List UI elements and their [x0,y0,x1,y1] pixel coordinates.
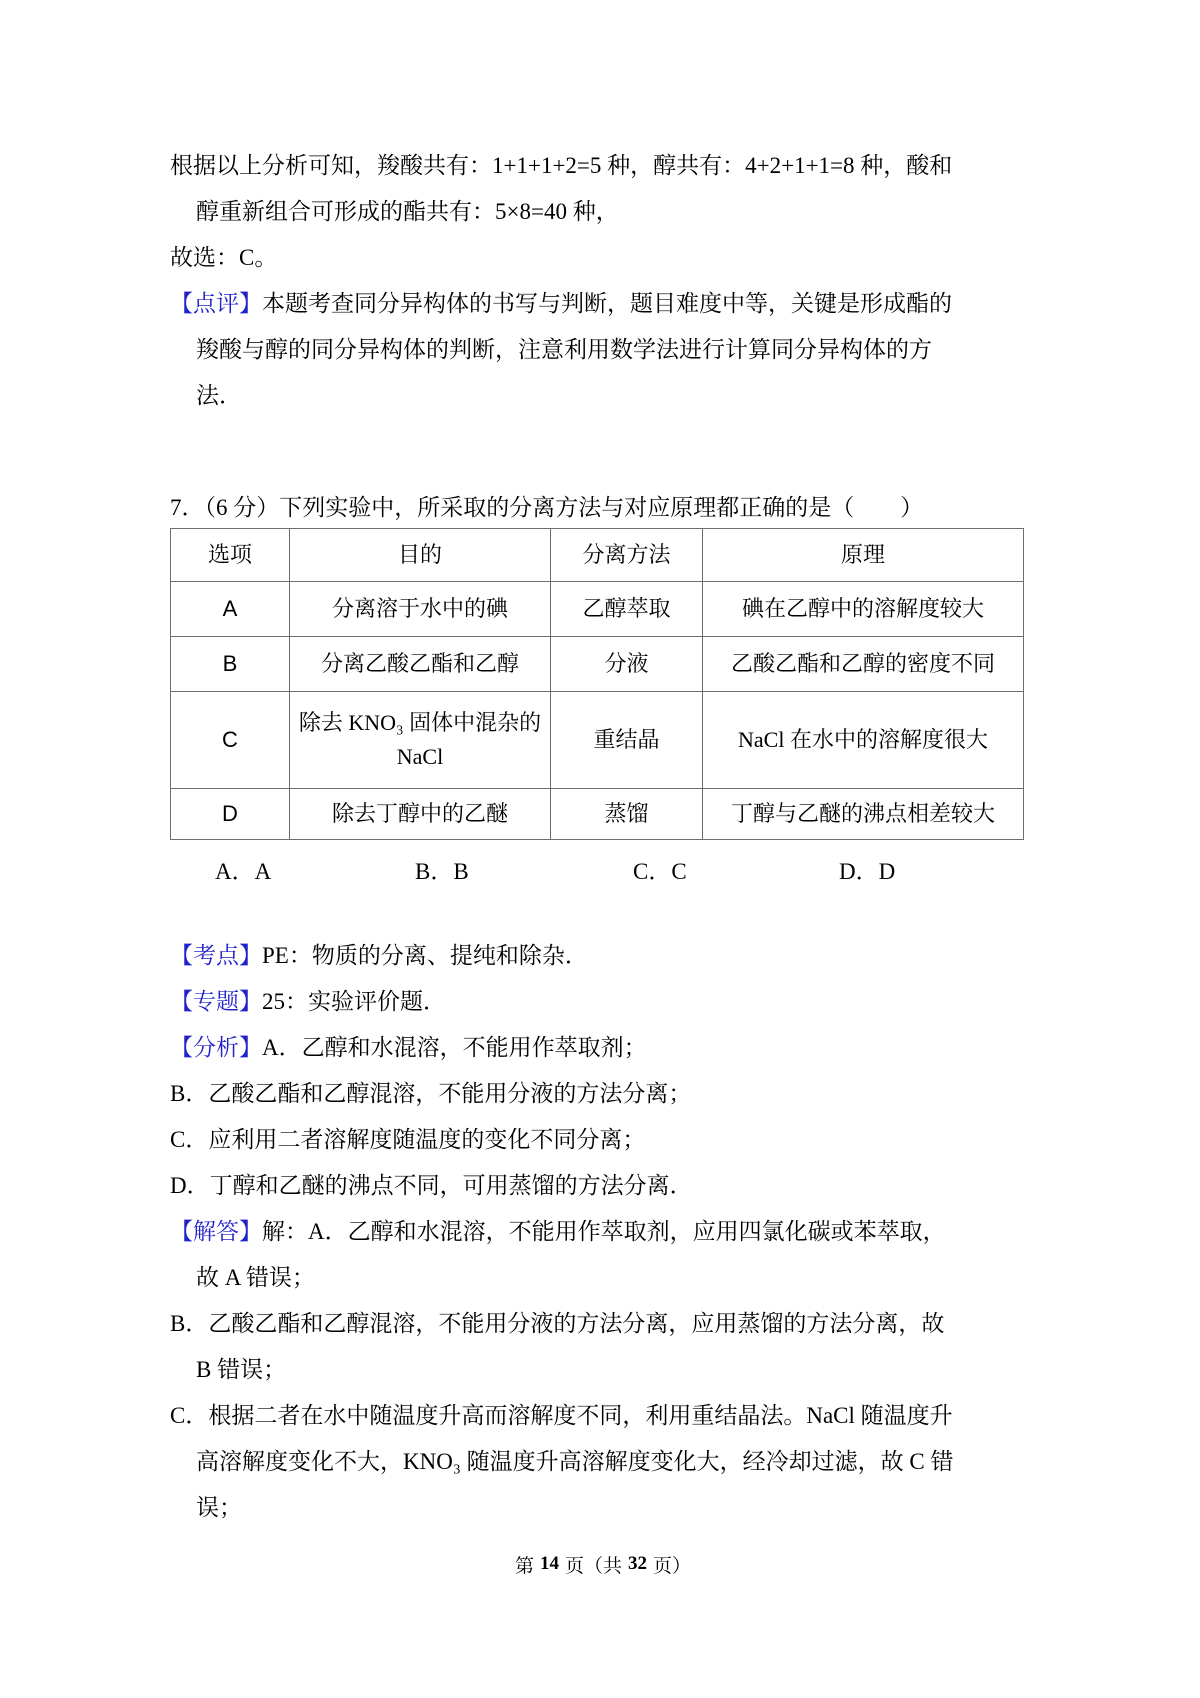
analysis-line-3-text: C．应利用二者溶解度随温度的变化不同分离； [170,1126,646,1152]
solution-line-4-text: B 错误； [196,1356,287,1382]
table-cell-purpose-b: 分离乙酸乙酯和乙醇 [290,637,551,692]
table-row [171,637,1024,692]
table-cell-principle-c: NaCl 在水中的溶解度很大 [703,692,1024,789]
comment-line-2-text: 羧酸与醇的同分异构体的判断，注意利用数学法进行计算同分异构体的方 [196,336,932,362]
solution-line-5 [170,1390,1036,1436]
solution-label: 【解答】 [170,1218,262,1244]
table-header-purpose: 目的 [290,529,551,582]
question-7-text: 7．（6 分）下列实验中，所采取的分离方法与对应原理都正确的是（ ） [170,494,924,520]
table-cell-method-c: 重结晶 [551,692,703,789]
comment-line-3-text: 法． [196,382,242,408]
table-cell-purpose-a: 分离溶于水中的碘 [290,582,551,637]
comment-line-1 [170,278,1036,324]
table-header-principle: 原理 [703,529,1024,582]
table-header-option: 选项 [171,529,290,582]
footer-prefix: 第 [514,1555,534,1577]
intro-line-1-text: 根据以上分析可知，羧酸共有：1+1+1+2=5 种，醇共有：4+2+1+1=8 种，酸和 [170,152,953,178]
analysis-label: 【分析】 [170,1034,262,1060]
table-cell-option-c: C [171,692,290,789]
analysis-line-4-text: D．丁醇和乙醚的沸点不同，可用蒸馏的方法分离． [170,1172,693,1198]
solution-line-4 [170,1344,1036,1390]
analysis-line-3 [170,1114,1036,1160]
choice-c: C．C [633,858,687,884]
question-7-table [170,528,1024,840]
solution-line-7 [170,1482,1036,1528]
choice-d: D．D [839,858,896,884]
footer-suffix: 页） [653,1555,692,1577]
footer-total-pages: 32 [628,1553,647,1574]
table-row [171,789,1024,840]
table-cell-method-a: 乙醇萃取 [551,582,703,637]
page-footer [170,1541,1036,1587]
analysis-line-4 [170,1160,1036,1206]
page-content [170,0,1036,1587]
analysis-line-2 [170,1068,1036,1114]
choice-b: B．B [415,858,469,884]
analysis-line-1-text: A．乙醇和水混溶，不能用作萃取剂； [262,1034,647,1060]
solution-line-7-text: 误； [196,1494,242,1520]
intro-line-2 [170,186,1036,232]
solution-line-1-text: 解：A．乙醇和水混溶，不能用作萃取剂，应用四氯化碳或苯萃取， [262,1218,946,1244]
footer-page-number: 14 [539,1553,559,1574]
footer-middle: 页（共 [564,1555,622,1577]
table-cell-purpose-d: 除去丁醇中的乙醚 [290,789,551,840]
table-cell-method-b: 分液 [551,637,703,692]
table-header-row [171,529,1024,582]
topic-line [170,976,1036,1022]
intro-answer-line [170,232,1036,278]
exam-point-line [170,930,1036,976]
solution-line-6 [170,1436,1036,1482]
table-row [171,582,1024,637]
table-cell-option-d: D [171,789,290,840]
topic-text: 25：实验评价题． [262,988,446,1014]
solution-line-2-text: 故 A 错误； [196,1264,315,1290]
table-row [171,692,1024,789]
analysis-line-1 [170,1022,1036,1068]
table-cell-option-b: B [171,637,290,692]
intro-line-2-text: 醇重新组合可形成的酯共有：5×8=40 种， [196,198,619,224]
intro-line-1 [170,140,1036,186]
table-cell-principle-d: 丁醇与乙醚的沸点相差较大 [703,789,1024,840]
table-header-method: 分离方法 [551,529,703,582]
choice-a: A．A [215,858,272,884]
table-cell-option-a: A [171,582,290,637]
exam-point-label: 【考点】 [170,942,262,968]
comment-line-2 [170,324,1036,370]
topic-label: 【专题】 [170,988,262,1014]
table-cell-principle-a: 碘在乙醇中的溶解度较大 [703,582,1024,637]
intro-answer-text: 故选：C。 [170,244,278,270]
solution-line-6-text: 高溶解度变化不大，KNO₃ 随温度升高溶解度变化大，经冷却过滤，故 C 错 [196,1448,954,1474]
solution-line-2 [170,1252,1036,1298]
table-cell-principle-b: 乙酸乙酯和乙醇的密度不同 [703,637,1024,692]
comment-line-3 [170,370,1036,416]
exam-point-text: PE：物质的分离、提纯和除杂． [262,942,588,968]
solution-line-3 [170,1298,1036,1344]
answer-choices [170,846,1036,892]
solution-line-5-text: C．根据二者在水中随温度升高而溶解度不同，利用重结晶法。NaCl 随温度升 [170,1402,953,1428]
table-cell-purpose-c: 除去 KNO₃ 固体中混杂的 NaCl [290,692,551,789]
comment-line-1-text: 本题考查同分异构体的书写与判断，题目难度中等，关键是形成酯的 [262,290,952,316]
comment-label: 【点评】 [170,290,262,316]
analysis-line-2-text: B．乙酸乙酯和乙醇混溶，不能用分液的方法分离； [170,1080,692,1106]
table-cell-method-d: 蒸馏 [551,789,703,840]
solution-line-3-text: B．乙酸乙酯和乙醇混溶，不能用分液的方法分离，应用蒸馏的方法分离，故 [170,1310,945,1336]
question-7-heading [170,482,1036,528]
solution-line-1 [170,1206,1036,1252]
